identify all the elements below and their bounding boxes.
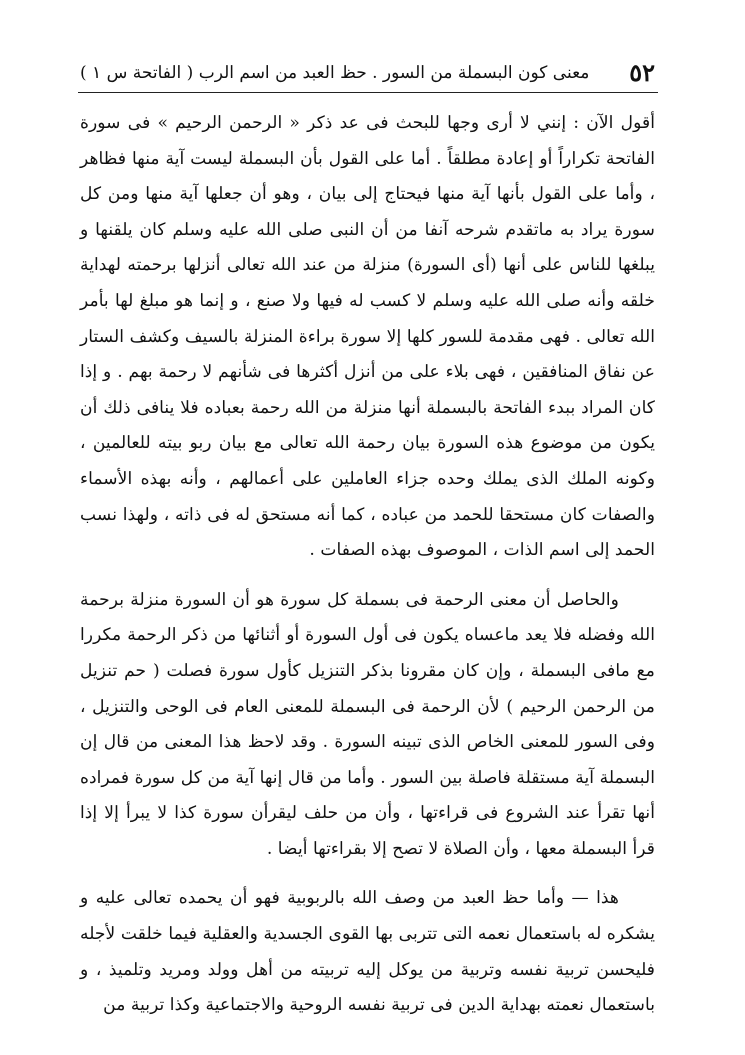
header-divider xyxy=(78,92,658,93)
page-number: ٥٢ xyxy=(629,58,655,87)
paragraph-1: أقول الآن : إنني لا أرى وجها للبحث فى عد ذكر « الرحمن الرحيم » فى سورة الفاتحة تكراراً أو إعادة مطلقاً . أما على القول بأن البسملة ليست آية منها فظاهر ، وأما على القول بأنها آية منها فيحتاج إلى بيان ، وهو أن جعلها آية منها ومن كل سورة يراد به ماتقدم شرحه آنفا من أن النبى صلى الله عليه وسلم كان يلقنها و يبلغها للناس على أنها (أى السورة) منزلة من عند الله تعالى أنزلها برحمته لهداية خلقه وأنه صلى الله عليه وسلم لا كسب له فيها ولا صنع ، و إنما هو مبلغ لها بأمر الله تعالى . فهى مقدمة للسور كلها إلا سورة براءة المنزلة بالسيف وكشف الستار عن نفاق المنافقين ، فهى بلاء على من أنزل أكثرها فى شأنهم لا رحمة بهم . و إذا كان المراد ببدء الفاتحة بالبسملة أنها منزلة من الله رحمة بعباده فلا ينافى ذلك أن يكون من موضوع هذه السورة بيان رحمة الله تعالى مع بيان ربو بيته للعالمين ، وكونه الملك الذى يملك وحده جزاء العاملين على أعمالهم ، وأنه بهذه الأسماء والصفات كان مستحقا للحمد من عباده ، كما أنه مستحق له فى ذاته ، ولهذا نسب الحمد إلى اسم الذات ، الموصوف بهذه الصفات . xyxy=(80,113,655,561)
paragraph-3: هذا — وأما حظ العبد من وصف الله بالربوبية فهو أن يحمده تعالى عليه و يشكره له باستعمال نعمه التى تتربى بها القوى الجسدية والعقلية فيما خلقت لأجله فليحسن تربية نفسه وتربية من يوكل إليه تربيته من أهل وولد ومريد وتلميذ ، و باستعمال نعمته بهداية الدين فى تربية نفسه الروحية والاجتماعية وكذا تربية من xyxy=(80,888,655,1016)
page-header xyxy=(80,56,655,90)
paragraph-2: والحاصل أن معنى الرحمة فى بسملة كل سورة هو أن السورة منزلة برحمة الله وفضله فلا يعد ماعساه يكون فى أول السورة أو أثنائها من ذكر الرحمة مكررا مع مافى البسملة ، وإن كان مقرونا بذكر التنزيل كأول سورة فصلت ( حم تنزيل من الرحمن الرحيم ) لأن الرحمة فى البسملة للمعنى العام فى الوحى والتنزيل ، وفى السور للمعنى الخاص الذى تبينه السورة . وقد لاحظ هذا المعنى من قال إن البسملة آية مستقلة فاصلة بين السور . وأما من قال إنها آية من كل سورة فمراده أنها تقرأ عند الشروع فى قراءتها ، وأن من حلف ليقرأن سورة كذا لا يبرأ إلا إذا قرأ البسملة معها ، وأن الصلاة لا تصح إلا بقراءتها أيضا . xyxy=(80,589,655,859)
running-title: معنى كون البسملة من السور . حظ العبد من اسم الرب ( الفاتحة س ١ ) xyxy=(80,63,590,83)
body-text xyxy=(80,106,655,1024)
